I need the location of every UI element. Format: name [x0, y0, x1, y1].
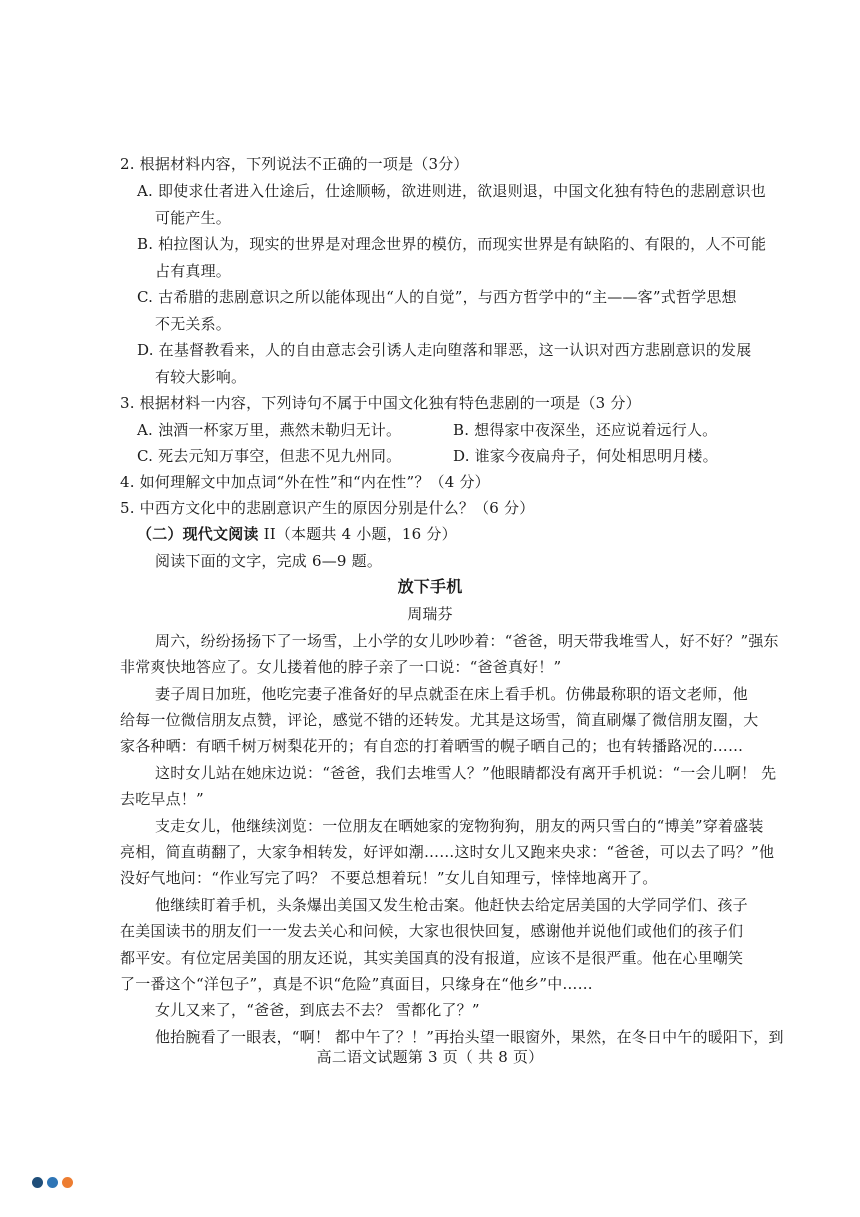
story-line: 给每一位微信朋友点赞，评论，感觉不错的还转发。尤其是这场雪，简直刷爆了微信朋友圈，大	[120, 711, 759, 729]
q2-option-b-line1: B. 柏拉图认为，现实的世界是对理念世界的模仿，而现实世界是有缺陷的、有限的，人不可能	[137, 235, 767, 253]
story-line: 去吃早点！”	[120, 790, 204, 808]
q4-stem: 4. 如何理解文中加点词“外在性”和“内在性”？（4 分）	[120, 473, 490, 491]
dot-icon	[47, 1177, 58, 1188]
decorative-dots	[32, 1177, 73, 1188]
story-line: 都平安。有位定居美国的朋友还说，其实美国真的没有报道，应该不是很严重。他在心里嘲笑	[120, 949, 744, 967]
dot-icon	[32, 1177, 43, 1188]
story-line: 没好气地问：“作业写完了吗？ 不要总想着玩！”女儿自知理亏，悻悻地离开了。	[120, 869, 658, 887]
story-line: 非常爽快地答应了。女儿搂着他的脖子亲了一口说：“爸爸真好！”	[120, 658, 562, 676]
section-instruction: 阅读下面的文字，完成 6—9 题。	[155, 552, 383, 570]
story-line: 了一番这个“洋包子”，真是不识“危险”真面目，只缘身在“他乡”中……	[120, 975, 593, 993]
story-line: 这时女儿站在她床边说：“爸爸，我们去堆雪人？”他眼睛都没有离开手机说：“一会儿啊！ 先	[155, 764, 777, 782]
q2-option-a-line1: A. 即使求仕者进入仕途后，仕途顺畅，欲进则进，欲退则退，中国文化独有特色的悲剧意识也	[137, 182, 766, 200]
q2-stem: 2. 根据材料内容，下列说法不正确的一项是（3分）	[120, 155, 469, 173]
q3-stem: 3. 根据材料一内容，下列诗句不属于中国文化独有特色悲剧的一项是（3 分）	[120, 394, 641, 412]
story-line: 亮相，简直萌翻了，大家争相转发，好评如潮……这时女儿又跑来央求：“爸爸，可以去了吗？”他	[120, 843, 775, 861]
section-heading-rest: II（本题共 4 小题，16 分）	[258, 525, 457, 543]
q3-option-b: B. 想得家中夜深坐，还应说着远行人。	[453, 421, 718, 439]
story-title: 放下手机	[397, 577, 463, 596]
story-line: 女儿又来了，“爸爸，到底去不去？ 雪都化了？”	[155, 1001, 480, 1019]
q2-option-a-line2: 可能产生。	[155, 209, 232, 227]
story-line: 他抬腕看了一眼表，“啊！ 都中午了？！”再抬头望一眼窗外，果然，在冬日中午的暖阳下，到	[155, 1028, 784, 1046]
q2-option-d-line2: 有较大影响。	[155, 368, 247, 386]
q3-option-c: C. 死去元知万事空，但悲不见九州同。	[137, 447, 402, 465]
story-line: 支走女儿，他继续浏览：一位朋友在晒她家的宠物狗狗，朋友的两只雪白的“博美”穿着盛装	[155, 817, 764, 835]
page-footer: 高二语文试题第 3 页（ 共 8 页）	[316, 1048, 544, 1066]
story-line: 妻子周日加班，他吃完妻子准备好的早点就歪在床上看手机。仿佛最称职的语文老师，他	[155, 685, 748, 703]
dot-icon	[62, 1177, 73, 1188]
q2-option-b-line2: 占有真理。	[155, 262, 232, 280]
story-line: 家各种晒：有晒千树万树梨花开的；有自恋的打着晒雪的幌子晒自己的；也有转播路况的……	[120, 737, 744, 755]
section-heading	[137, 524, 457, 544]
q5-stem: 5. 中西方文化中的悲剧意识产生的原因分别是什么？（6 分）	[120, 499, 535, 517]
q3-option-a: A. 浊酒一杯家万里，燕然未勒归无计。	[137, 421, 402, 439]
q3-option-d: D. 谁家今夜扁舟子，何处相思明月楼。	[453, 447, 718, 465]
q2-option-d-line1: D. 在基督教看来，人的自由意志会引诱人走向堕落和罪恶，这一认识对西方悲剧意识的发展	[137, 341, 752, 359]
story-author: 周瑞芬	[407, 605, 453, 623]
section-heading-bold: （二）现代文阅读	[137, 525, 259, 543]
story-line: 周六，纷纷扬扬下了一场雪，上小学的女儿吵吵着：“爸爸，明天带我堆雪人，好不好？”强东	[155, 632, 779, 650]
story-line: 他继续盯着手机，头条爆出美国又发生枪击案。他赶快去给定居美国的大学同学们、孩子	[155, 896, 748, 914]
q2-option-c-line1: C. 古希腊的悲剧意识之所以能体现出“人的自觉”，与西方哲学中的“主——客”式哲学思想	[137, 288, 737, 306]
q2-option-c-line2: 不无关系。	[155, 315, 232, 333]
story-line: 在美国读书的朋友们一一发去关心和问候，大家也很快回复，感谢他并说他们或他们的孩子们	[120, 922, 744, 940]
